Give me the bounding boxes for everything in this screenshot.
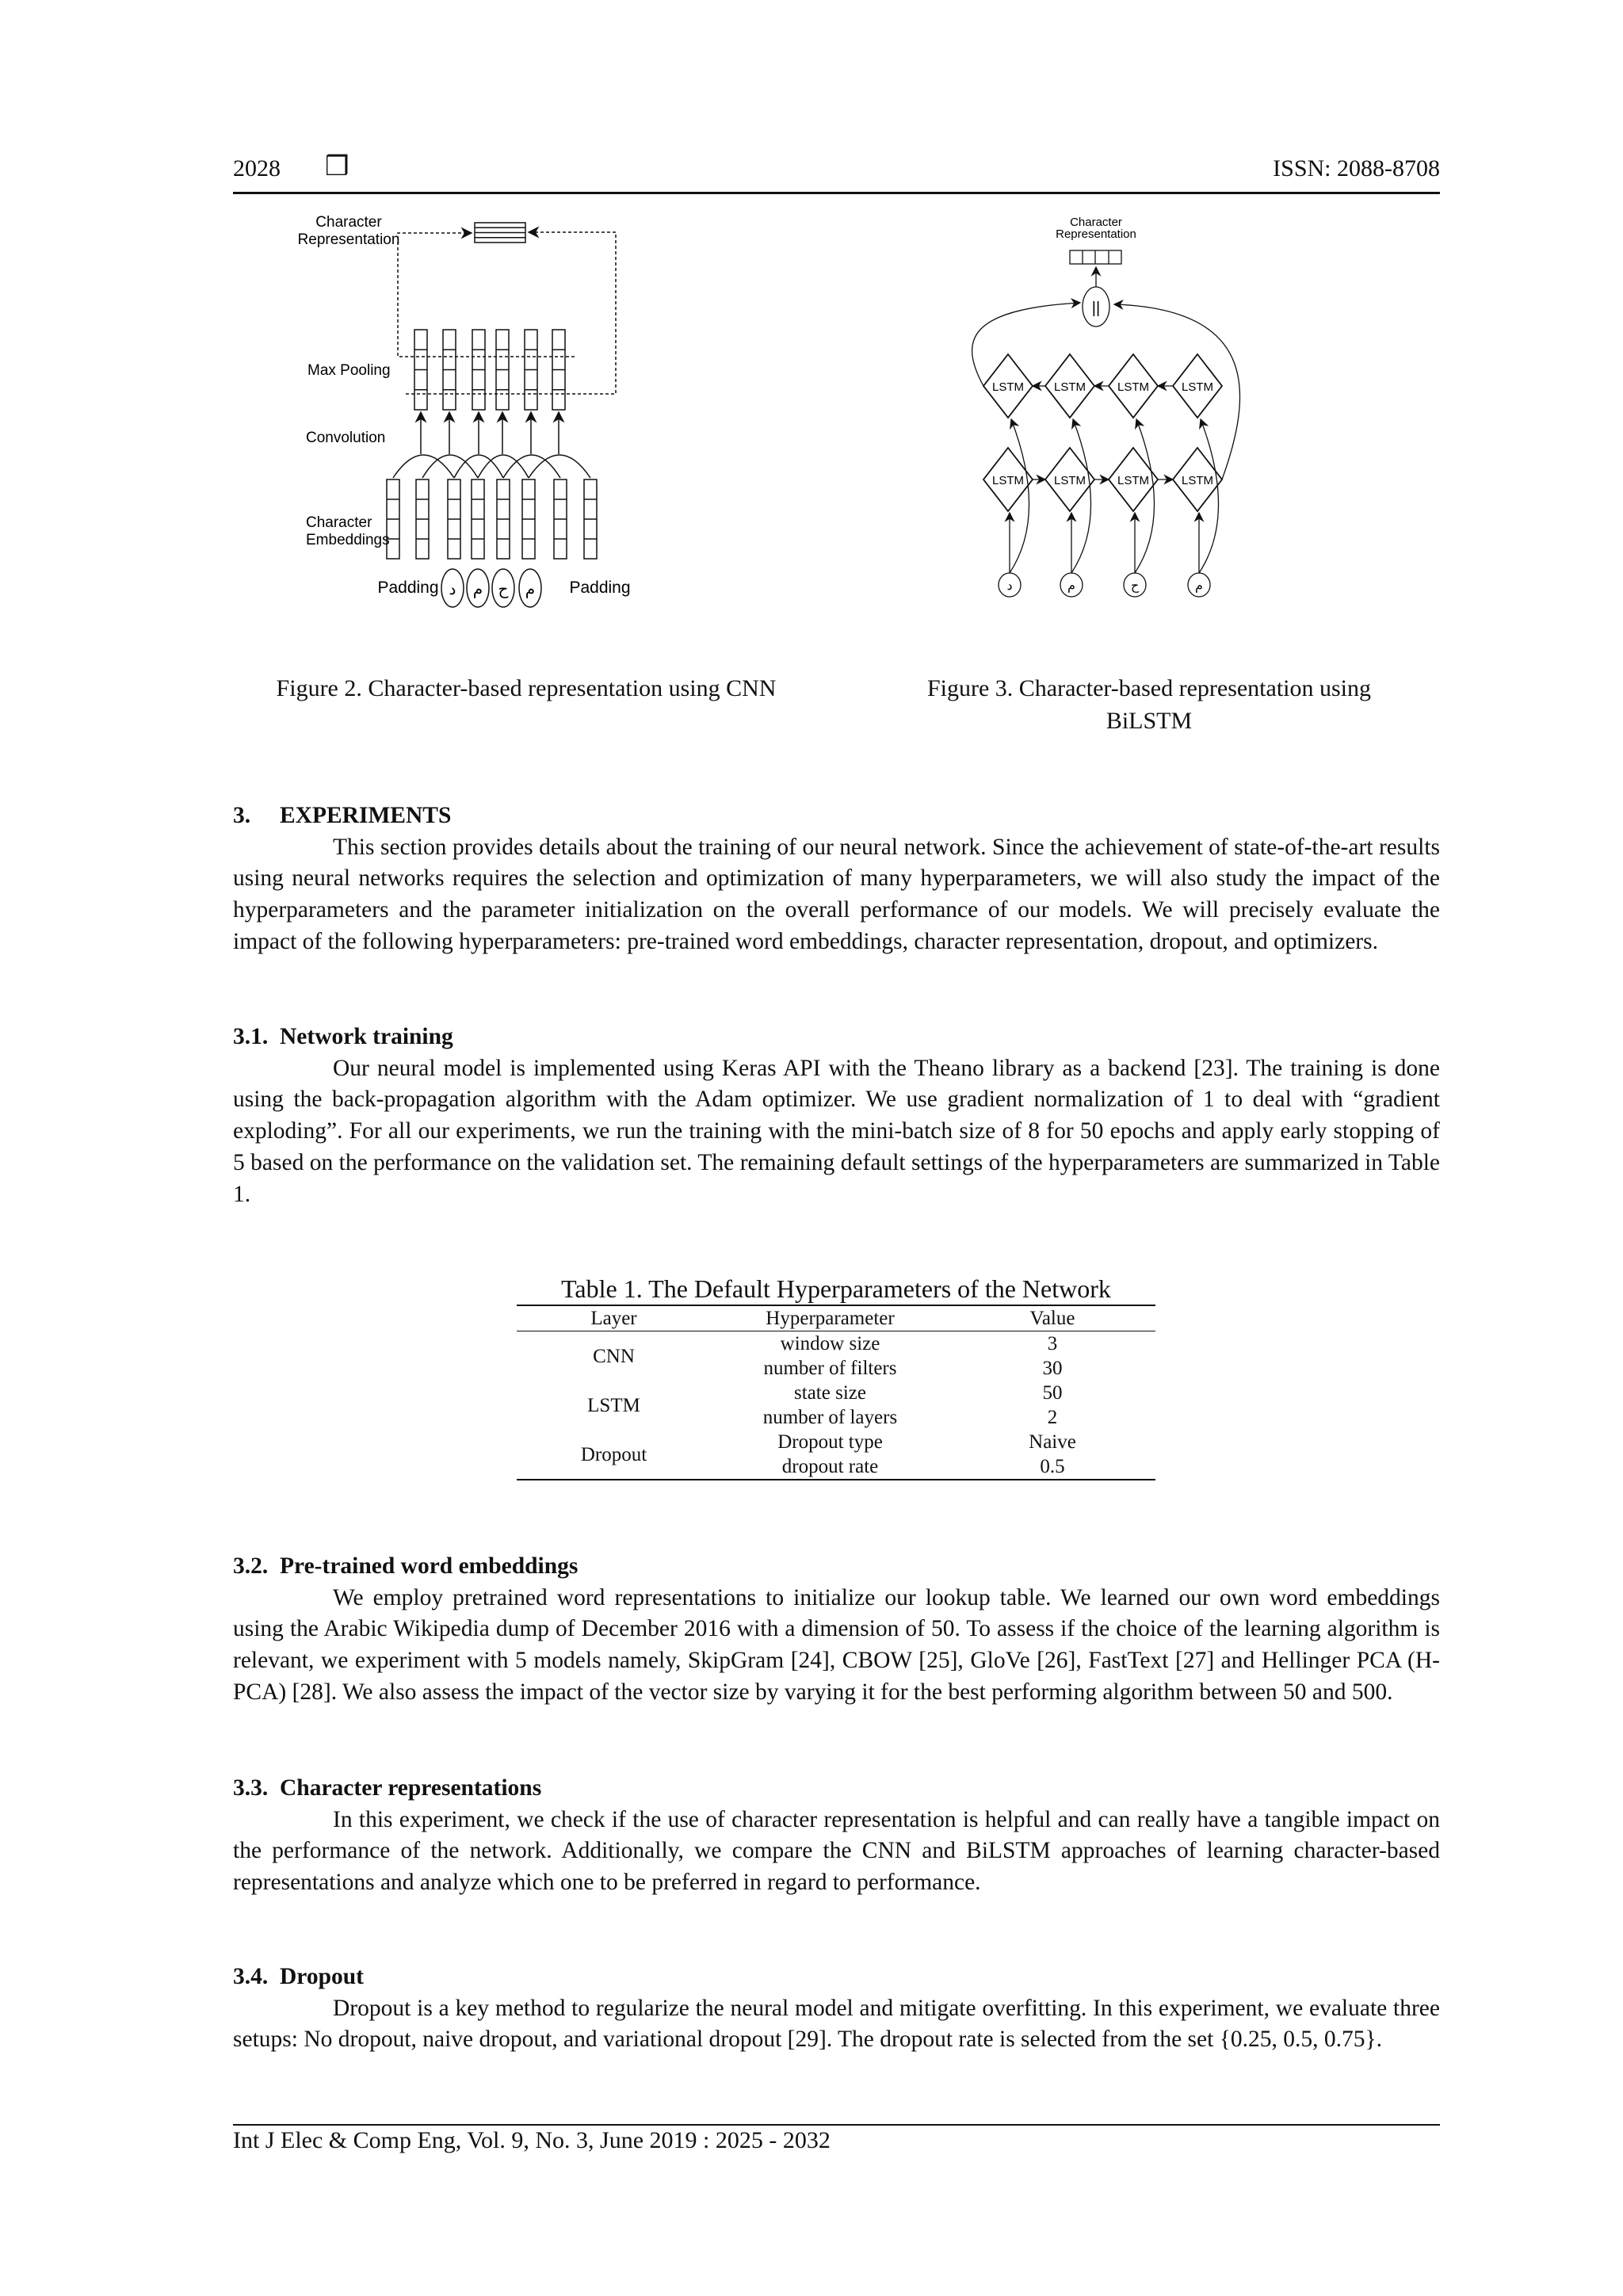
paragraph: We employ pretrained word representations to initialize our lookup table. We learned our own word embeddings using the Arabic Wikipedia dump of December 2016 with a dimension of 50. To assess if the choice of the learning algorithm is relevant, we experiment with 5 models namely, SkipGram [24], CBOW [25], GloVe [26], FastText [27] and Hellinger PCA (H-PCA) [28]. We also assess the impact of the vector size by varying it for the best performing algorithm between 50 and 500. xyxy=(233,1584,1440,1705)
label-char-emb-2: Embeddings xyxy=(306,532,390,548)
paragraph: Dropout is a key method to regularize the neural model and mitigate overfitting. In this experiment, we evaluate three setups: No dropout, naive dropout, and variational dropout [29]. The dropout rate is selected from the set {0.25, 0.5, 0.75}. xyxy=(233,1995,1440,2053)
arabic-char: د xyxy=(1006,579,1013,593)
section-3-4 xyxy=(233,1962,1440,2056)
section-heading: 3.3. Character representations xyxy=(233,1775,542,1801)
section-heading: 3.1. Network training xyxy=(233,1024,453,1049)
section-heading: 3.4. Dropout xyxy=(233,1964,365,1989)
table-caption: Table 1. The Default Hyperparameters of the Network xyxy=(561,1274,1111,1303)
section-3-3 xyxy=(233,1773,1440,1899)
footer-rule xyxy=(233,2124,1440,2126)
layer-cell: CNN xyxy=(593,1345,635,1367)
lstm-label: LSTM xyxy=(1181,380,1214,394)
hyperparameter-table xyxy=(517,1305,1155,1480)
section-heading: 3.2. Pre-trained word embeddings xyxy=(233,1553,579,1579)
value-cell: 50 xyxy=(1042,1382,1063,1404)
value-cell: 30 xyxy=(1042,1358,1063,1379)
hyperparameter-cell: number of filters xyxy=(763,1358,897,1379)
figure-2-cnn-diagram xyxy=(277,198,832,642)
box-icon: ❒ xyxy=(325,152,349,181)
lstm-label: LSTM xyxy=(991,380,1025,394)
convolution-arc xyxy=(503,455,560,478)
label-padding-right: Padding xyxy=(569,579,631,597)
hyperparameter-cell: dropout rate xyxy=(781,1456,879,1477)
paragraph: This section provides details about the training of our neural network. Since the achievement of state-of-the-art results using neural networks requires the selection and optimization of many hyperparameters, we will also study the impact of the hyperparameters and the parameter initialization on the overall performance of our models. We will precisely evaluate the impact of the following hyperparameters: pre-trained word embeddings, character representation, dropout, and optimizers. xyxy=(233,834,1440,954)
hyperparameter-cell: window size xyxy=(780,1333,880,1354)
issn: ISSN: 2088-8708 xyxy=(1273,155,1440,181)
concat-symbol: || xyxy=(1091,300,1101,317)
arabic-char: ح xyxy=(1130,579,1140,593)
lstm-label: LSTM xyxy=(1053,380,1086,394)
value-cell: 0.5 xyxy=(1040,1456,1065,1477)
figure-3-caption xyxy=(864,672,1434,737)
section-3-1 xyxy=(233,1022,1440,1210)
label-char-repr: Character xyxy=(315,214,382,231)
label-char-repr-2: Representation xyxy=(297,231,400,248)
convolution-arc xyxy=(393,455,454,478)
lstm-label: LSTM xyxy=(1181,474,1214,487)
section-3 xyxy=(233,800,1440,958)
label-char-repr-2: Representation xyxy=(1056,227,1136,241)
col-header: Hyperparameter xyxy=(766,1308,895,1329)
figure-3-bilstm-diagram xyxy=(911,198,1387,642)
header-rule xyxy=(233,192,1440,194)
label-char-emb: Character xyxy=(306,514,372,531)
section-heading: 3. EXPERIMENTS xyxy=(233,803,452,828)
hyperparameter-cell: state size xyxy=(794,1382,866,1404)
paragraph: In this experiment, we check if the use of character representation is helpful and can really have a tangible impact on the performance of the network. Additionally, we compare the CNN and BiLSTM approaches of learning character-based representations and analyze which one to be preferred in regard to performance. xyxy=(233,1806,1440,1896)
arabic-char: م xyxy=(1195,579,1203,593)
label-char-repr: Character xyxy=(1070,216,1122,229)
figure-2-caption: Figure 2. Character-based representation using CNN xyxy=(276,675,777,701)
lstm-label: LSTM xyxy=(991,474,1025,487)
col-header: Value xyxy=(1029,1308,1075,1329)
paragraph: Our neural model is implemented using Keras API with the Theano library as a backend [23]. The training is done using the back-propagation algorithm with the Adam optimizer. We use gradient normalization of 1 to deal with “gradient exploding”. For all our experiments, we run the training with the mini-batch size of 8 for 50 epochs and apply early stopping of 5 based on the performance on the validation set. The remaining default settings of the hyperparameters are summarized in Table 1. xyxy=(233,1055,1440,1207)
table-1 xyxy=(517,1273,1155,1480)
lstm-label: LSTM xyxy=(1117,380,1150,394)
max-pool-dashed-line xyxy=(406,232,616,394)
label-convolution: Convolution xyxy=(306,430,386,446)
arabic-char: د xyxy=(449,581,456,598)
label-padding-left: Padding xyxy=(377,579,439,597)
footer-citation: Int J Elec & Comp Eng, Vol. 9, No. 3, June 2019 : 2025 - 2032 xyxy=(233,2127,831,2153)
table-row xyxy=(517,1381,1155,1405)
arabic-char: م xyxy=(1067,579,1075,593)
table-row xyxy=(517,1430,1155,1454)
table-row xyxy=(517,1331,1155,1357)
col-header: Layer xyxy=(590,1308,637,1329)
section-3-2 xyxy=(233,1551,1440,1709)
value-cell: 3 xyxy=(1047,1333,1058,1354)
hyperparameter-cell: number of layers xyxy=(762,1407,898,1428)
figure-3-caption-line-1: Figure 3. Character-based representation using xyxy=(926,675,1372,701)
page-number: 2028 xyxy=(233,155,281,181)
arabic-char: م xyxy=(472,581,483,598)
lstm-label: LSTM xyxy=(1053,474,1086,487)
hyperparameter-cell: Dropout type xyxy=(777,1431,883,1453)
layer-cell: LSTM xyxy=(587,1394,640,1416)
arabic-char: م xyxy=(525,581,536,598)
arabic-char: ح xyxy=(498,581,509,598)
label-max-pooling: Max Pooling xyxy=(307,362,391,379)
figure-3-caption-line-2: BiLSTM xyxy=(1106,708,1193,734)
value-cell: Naive xyxy=(1029,1431,1076,1453)
max-pool-dashed-line xyxy=(398,233,575,357)
layer-cell: Dropout xyxy=(580,1443,647,1465)
convolution-arc xyxy=(529,455,590,478)
value-cell: 2 xyxy=(1047,1407,1058,1428)
backward-final-arc xyxy=(972,303,1080,386)
lstm-label: LSTM xyxy=(1117,474,1150,487)
